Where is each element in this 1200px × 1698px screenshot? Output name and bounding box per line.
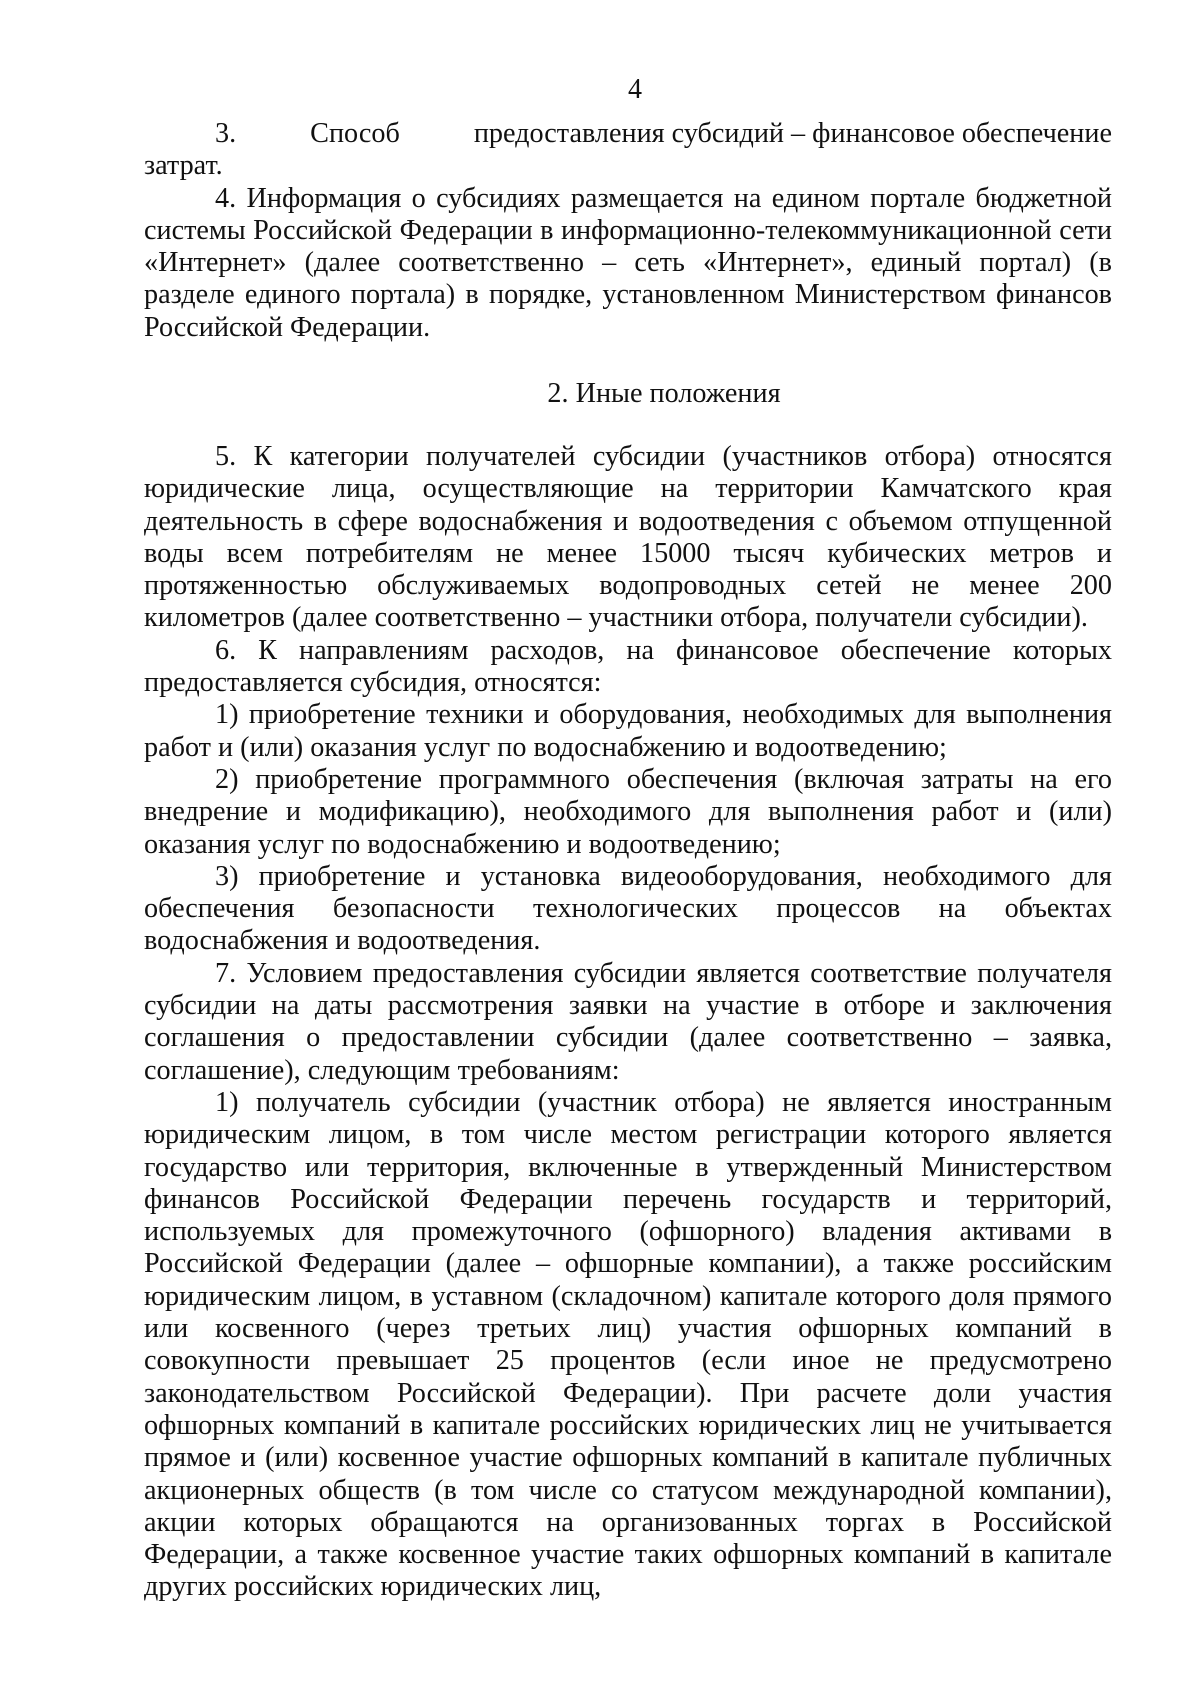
paragraph-6-item-2: 2) приобретение программного обеспечения (включая затраты на его внедрение и модификацию), необходимого для выполнения работ и (или) оказания услуг по водоснабжению и водоотведению; [144,763,1112,860]
paragraph-7: 7. Условием предоставления субсидии является соответствие получателя субсидии на даты рассмотрения заявки на участие в отборе и заключения соглашения о предоставлении субсидии (далее соответственно – заявка, соглашение), следующим требованиям: [144,957,1112,1086]
paragraph-3-word: Способ [310,118,400,149]
paragraph-6-item-1: 1) приобретение техники и оборудования, необходимых для выполнения работ и (или) оказания услуг по водоснабжению и водоотведению; [144,699,1112,763]
paragraph-6-item-3: 3) приобретение и установка видеооборудования, необходимого для обеспечения безопасности технологических процессов на объектах водоснабжения и водоотведения. [144,860,1112,957]
paragraph-3-continuation: затрат. [144,150,223,182]
page-number: 4 [628,74,642,105]
paragraph-3-rest: предоставления субсидий – финансовое обеспечение [473,118,1112,149]
section-1-text [144,118,1112,344]
section-2-text [144,441,1112,1604]
paragraph-6: 6. К направлениям расходов, на финансовое обеспечение которых предоставляется субсидия, относятся: [144,634,1112,699]
paragraph-4: 4. Информация о субсидиях размещается на едином портале бюджетной системы Российской Федерации в информационно-телекоммуникационной сети «Интернет» (далее соответственно – сеть «Интернет», единый портал) (в разделе единого портала) в порядке, установленном Министерством финансов Российской Федерации. [144,182,1112,343]
paragraph-3-number: 3. [215,118,237,149]
paragraph-7-item-1: 1) получатель субсидии (участник отбора) не является иностранным юридическим лицом, в том числе местом регистрации которого является государство или территория, включенные в утвержденный Министерством финансов Российской Федерации перечень государств и территорий, используемых для промежуточного (офшорного) владения активами в Российской Федерации (далее – офшорные компании), а также российским юридическим лицом, в уставном (складочном) капитале которого доля прямого или косвенного (через третьих лиц) участия офшорных компаний в совокупности превышает 25 процентов (если иное не предусмотрено законодательством Российской Федерации). При расчете доли участия офшорных компаний в капитале российских юридических лиц не учитывается прямое и (или) косвенное участие офшорных компаний в капитале публичных акционерных обществ (в том числе со статусом международной компании), акции которых обращаются на организованных торгах в Российской Федерации, а также косвенное участие таких офшорных компаний в капитале других российских юридических лиц, [144,1086,1112,1603]
paragraph-5: 5. К категории получателей субсидии (участников отбора) относятся юридические лица, осуществляющие на территории Камчатского края деятельность в сфере водоснабжения и водоотведения с объемом отпущенной воды всем потребителям не менее 15000 тысяч кубических метров и протяженностью обслуживаемых водопроводных сетей не менее 200 километров (далее соответственно – участники отбора, получатели субсидии). [144,441,1112,634]
section-2-heading: 2. Иные положения [547,378,781,409]
paragraph-3-first-line [144,118,1112,150]
